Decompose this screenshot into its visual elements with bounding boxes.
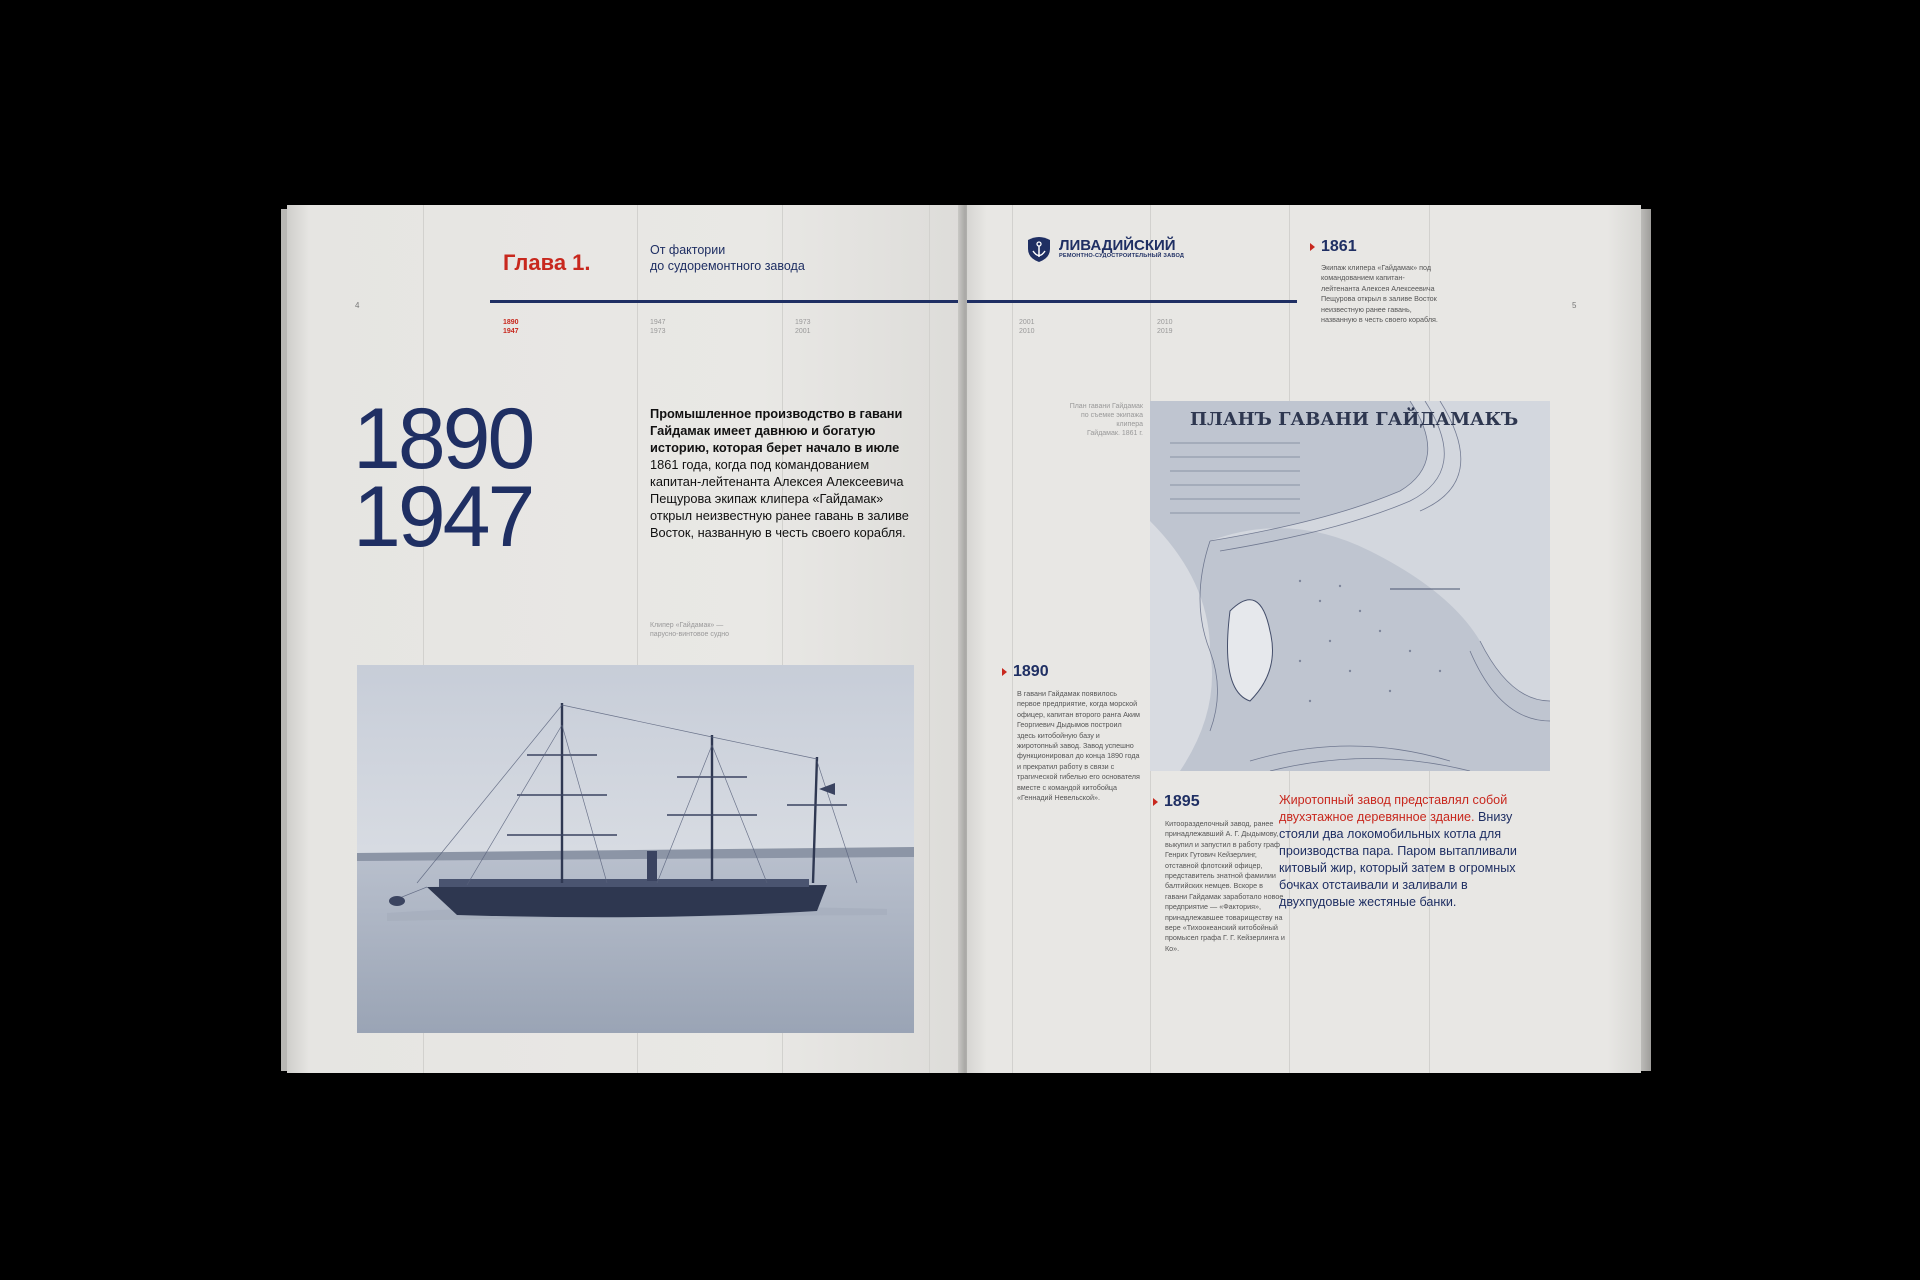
book-spread [287, 205, 1641, 1073]
anchor-emblem-icon [1025, 235, 1053, 263]
event-1861-heading: 1861 [1310, 238, 1357, 256]
clipper-ship-image [357, 665, 914, 1033]
company-logo[interactable] [1025, 235, 1184, 263]
header-rule [967, 300, 1297, 303]
period-years: 1890 1947 [353, 391, 533, 565]
grid-line [929, 205, 930, 1073]
map-title: ПЛАНЪ ГАВАНИ ГАЙДАМАКЪ [1190, 409, 1519, 430]
event-1895-text: Китоoразделочный завод, ранее принадлежавший А. Г. Дыдымову, выкупил и запустил в работу граф Генрих Гутович Кейзерлинг, отставной флотский офицер, представитель знатной фамилии балтийских немцев. Вскоре в гавани Гайдамак заработало новое предприятие — «Фактория», принадлежавшее товариществу на вере «Тихоокеанский китобойный промысел графа Г. Г. Кейзерлинга и Ко». [1165, 819, 1285, 953]
event-1861-text: Экипаж клипера «Гайдамак» под командованием капитан-лейтенанта Алексея Алексеевича Пещурова открыл в заливе Восток неизвестную ранее гавань, названную в честь своего корабля. [1321, 263, 1438, 325]
page-number: 5 [1572, 301, 1577, 310]
left-page [287, 205, 964, 1073]
event-1890-text: В гавани Гайдамак появилось первое предприятие, когда морской офицер, капитан второго ранга Аким Георгиевич Дыдымов построил здесь китобойную базу и жиротопный завод. Завод успешно функционировал до конца 1890 года и прекратил работу в связи с трагической гибелью его основателя вместе с командой китобойца «Геннадий Невельской». [1017, 689, 1140, 803]
intro-paragraph: Промышленное производство в гавани Гайдамак имеет давнюю и богатую историю, которая берет начало в июле 1861 года, когда под командованием капитан-лейтенанта Алексея Алексеевича Пещурова экипаж клипера «Гайдамак» открыл неизвестную ранее гавань в заливе Восток, названную в честь своего корабля. [650, 406, 909, 540]
timeline-item-1973[interactable]: 1973 2001 [795, 319, 811, 335]
chapter-title: Глава 1. [503, 250, 591, 275]
right-page [967, 205, 1641, 1073]
book-edge-right [1641, 209, 1651, 1071]
harbor-plan-image [1150, 401, 1550, 771]
arrow-marker-icon [1310, 243, 1315, 251]
event-1890-heading: 1890 [1002, 663, 1049, 681]
page-number: 4 [355, 301, 360, 310]
grid-line [1012, 205, 1013, 1073]
timeline-item-2010[interactable]: 2010 2019 [1157, 319, 1173, 335]
map-caption: План гавани Гайдамак по съемке экипажа клипера Гайдамак. 1861 г. [1069, 403, 1143, 437]
timeline-item-1947[interactable]: 1947 1973 [650, 319, 666, 335]
harbor-map [1150, 401, 1550, 771]
highlight-paragraph: Жиротопный завод представлял собой двухэтажное деревянное здание. Внизу стояли два локомобильных котла для производства пара. Паром вытапливали китовый жир, который затем в огромных бочках отстаивали и заливали в двухпудовые жестяные банки. [1279, 793, 1517, 909]
photo-caption: Клипер «Гайдамак» — парусно-винтовое судно [650, 622, 730, 638]
header-rule [490, 300, 964, 303]
timeline-item-2001[interactable]: 2001 2010 [1019, 319, 1035, 335]
arrow-marker-icon [1002, 668, 1007, 676]
logo-text: ЛИВАДИЙСКИЙ РЕМОНТНО-СУДОСТРОИТЕЛЬНЫЙ ЗАВОД [1059, 237, 1185, 259]
ship-photo [357, 665, 914, 1033]
timeline-item-1890[interactable]: 1890 1947 [503, 319, 519, 335]
arrow-marker-icon [1153, 798, 1158, 806]
event-1895-heading: 1895 [1153, 793, 1200, 811]
chapter-subtitle: От фактории до судоремонтного завода [650, 243, 805, 273]
